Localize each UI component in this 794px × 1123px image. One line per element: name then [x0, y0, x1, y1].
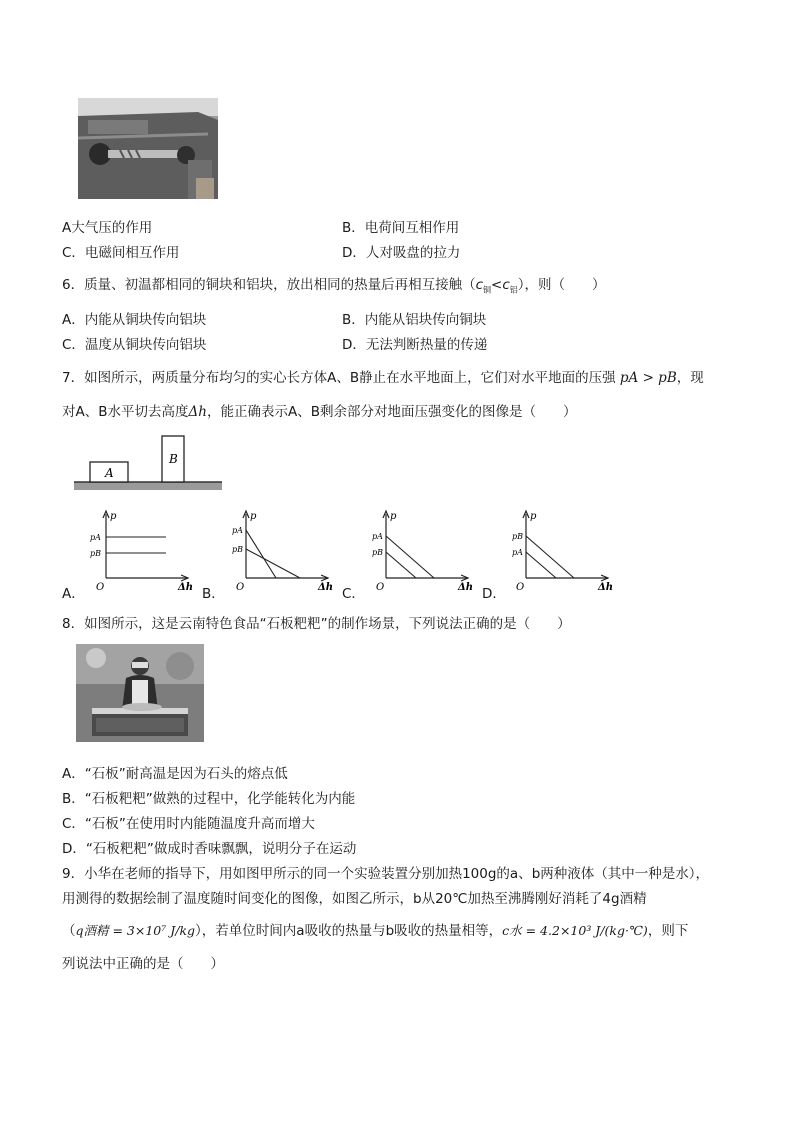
q7-graph-option-b: B． — [202, 586, 225, 602]
line-pa — [526, 552, 556, 578]
stone-cake-illustration — [76, 644, 204, 742]
q6-copper-sub: 铜 — [483, 285, 492, 295]
pa-label: pA — [372, 532, 383, 541]
pb-label: pB — [90, 549, 101, 558]
q7-graph-option-a: A． — [62, 586, 85, 602]
ground — [74, 482, 222, 490]
origin-label: O — [376, 582, 385, 593]
y-axis-label: p — [530, 511, 537, 522]
q6-stem-pre: 6．质量、初温都相同的铜块和铝块，放出相同的热量后再相互接触（ — [62, 277, 476, 293]
q7-stem-line1 — [62, 366, 704, 386]
q6-less-than: < — [491, 277, 503, 293]
x-axis-label: Δh — [318, 582, 334, 593]
line-pa — [386, 536, 434, 578]
q6-c-copper: c — [475, 277, 484, 293]
pb-label: pB — [512, 532, 523, 541]
q6-stem — [62, 273, 606, 296]
q8-option-d: D．“石板粑粑”做成时香味飘飘，说明分子在运动 — [62, 841, 357, 857]
pa-label: pA — [512, 548, 523, 557]
pb-label: pB — [372, 548, 383, 557]
q7-line1-pre: 7．如图所示，两质量分布均匀的实心长方体A、B静止在水平地面上，它们对水平地面的压强 — [62, 370, 616, 386]
q7-graph-c — [364, 508, 478, 594]
q9-alcohol-heat-value: q酒精 = 3×10⁷ J/kg — [75, 923, 196, 938]
line-pb — [526, 536, 574, 578]
q6-stem-post: ），则（ ） — [517, 277, 606, 293]
block-b-label: B — [169, 452, 178, 466]
x-axis-label: Δh — [458, 582, 474, 593]
q5-option-b: B．电荷间互相作用 — [342, 220, 460, 236]
q9-line1: 9．小华在老师的指导下，用如图甲所示的同一个实验装置分别加热100g的a、b两种液体（其中一种是水）， — [62, 866, 710, 882]
q9-line4: 列说法中正确的是（ ） — [62, 956, 224, 972]
pb-label: pB — [232, 545, 243, 554]
q6-option-d: D．无法判断热量的传递 — [342, 337, 488, 353]
q7-graph-option-c: C． — [342, 586, 365, 602]
q9-line3 — [62, 919, 688, 939]
q7-graph-option-d: D． — [482, 586, 506, 602]
line-pb — [386, 552, 416, 578]
q8-stem: 8．如图所示，这是云南特色食品“石板粑粑”的制作场景，下列说法正确的是（ ） — [62, 616, 571, 632]
q7-graph-a — [84, 508, 198, 594]
q9-water-specific-heat: c水 = 4.2×10³ J/(kg·℃) — [502, 923, 648, 938]
q6-al-sub: 铝 — [509, 285, 518, 295]
q9-line3-mid: ），若单位时间内a吸收的热量与b吸收的热量相等， — [195, 923, 503, 939]
pa-label: pA — [90, 533, 101, 542]
origin-label: O — [516, 582, 525, 593]
y-axis-label: p — [390, 511, 397, 522]
q6-option-b: B．内能从铝块传向铜块 — [342, 312, 487, 328]
y-axis-label: p — [250, 511, 257, 522]
q7-delta-h: Δh — [188, 404, 207, 420]
line-pa — [246, 530, 276, 578]
y-axis-label: p — [110, 511, 117, 522]
q7-line1-post: ，现 — [676, 370, 704, 386]
stone-cake-photo — [76, 644, 204, 742]
car-suction-illustration — [78, 98, 218, 199]
x-axis-label: Δh — [178, 582, 194, 593]
q7-pressure-relation: pA > pB — [619, 370, 677, 386]
q8-option-a: A．“石板”耐高温是因为石头的熔点低 — [62, 766, 288, 782]
q8-option-b: B．“石板粑粑”做熟的过程中，化学能转化为内能 — [62, 791, 356, 807]
q7-blocks-figure — [72, 432, 224, 496]
q5-option-c: C．电磁间相互作用 — [62, 245, 180, 261]
origin-label: O — [236, 582, 245, 593]
origin-label: O — [96, 582, 105, 593]
q5-option-a: A大气压的作用 — [62, 220, 153, 236]
car-suction-photo — [78, 98, 218, 199]
q8-option-c: C．“石板”在使用时内能随温度升高而增大 — [62, 816, 315, 832]
x-axis-label: Δh — [598, 582, 614, 593]
block-a-label: A — [105, 466, 114, 480]
q7-stem-line2 — [62, 400, 576, 420]
q9-line3-pre: （ — [62, 923, 76, 939]
q9-line2: 用测得的数据绘制了温度随时间变化的图像，如图乙所示，b从20℃加热至沸腾刚好消耗了4g酒精 — [62, 891, 647, 907]
q9-line3-post: ，则下 — [647, 923, 689, 939]
q6-c-al: c — [502, 277, 510, 293]
q6-option-c: C．温度从铜块传向铝块 — [62, 337, 207, 353]
q5-option-d: D．人对吸盘的拉力 — [342, 245, 461, 261]
q7-graph-b — [224, 508, 338, 594]
q7-graph-d — [504, 508, 618, 594]
q7-line2-pre: 对A、B水平切去高度 — [62, 404, 189, 420]
q6-option-a: A．内能从铜块传向铝块 — [62, 312, 207, 328]
pa-label: pA — [232, 526, 243, 535]
q7-line2-post: ，能正确表示A、B剩余部分对地面压强变化的图像是（ ） — [206, 404, 577, 420]
